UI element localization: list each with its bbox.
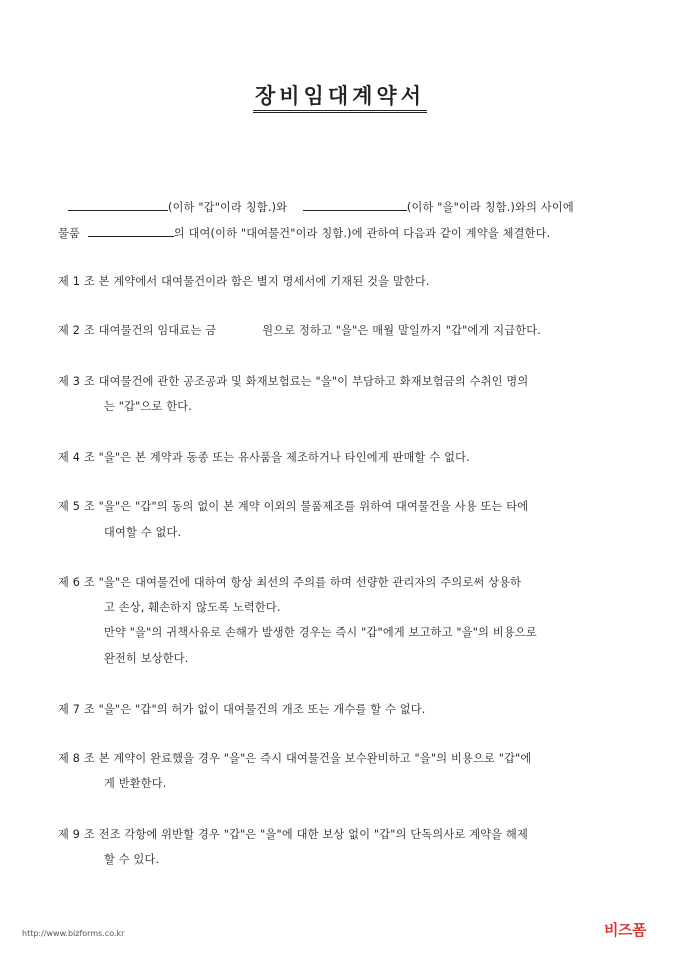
party-b-suffix: (이하 "을"이라 칭함.)와의 사이에 bbox=[406, 201, 574, 214]
article-text: "을"은 대여물건에 대하여 항상 최선의 주의를 하며 선량한 관리자의 주의로써 상용하 bbox=[98, 576, 522, 589]
intro-line-2 bbox=[58, 225, 550, 242]
bizforms-logo: 비즈폼 bbox=[604, 921, 646, 939]
article-text: "을"은 본 계약과 동종 또는 유사품을 제조하거나 타인에게 판매할 수 없다. bbox=[98, 451, 470, 464]
article-text: 할 수 있다. bbox=[104, 853, 160, 866]
document-title bbox=[0, 80, 680, 110]
article-label: 제 5 조 bbox=[58, 500, 95, 513]
article-7 bbox=[58, 702, 426, 718]
article-3 bbox=[58, 374, 528, 390]
party-a-blank[interactable] bbox=[68, 199, 168, 211]
article-9-cont bbox=[104, 852, 159, 868]
article-4 bbox=[58, 450, 470, 466]
article-text: 만약 "을"의 귀책사유로 손해가 발생한 경우는 즉시 "갑"에게 보고하고 "을"의 비용으로 bbox=[104, 626, 537, 639]
article-2 bbox=[58, 323, 541, 339]
article-label: 제 9 조 bbox=[58, 828, 95, 841]
article-label: 제 8 조 bbox=[58, 752, 95, 765]
footer-url[interactable]: http://www.bizforms.co.kr bbox=[22, 929, 125, 938]
article-label: 제 4 조 bbox=[58, 451, 95, 464]
article-text: 게 반환한다. bbox=[104, 777, 167, 790]
article-label: 제 1 조 bbox=[58, 275, 95, 288]
article-6-cont-3 bbox=[104, 651, 189, 667]
article-text: 대여물건의 임대료는 금 bbox=[98, 324, 217, 337]
article-8 bbox=[58, 751, 532, 767]
article-text: 본 계약이 완료했을 경우 "을"은 즉시 대여물건을 보수완비하고 "을"의 비용으로 "갑"에 bbox=[98, 752, 532, 765]
article-5-cont bbox=[104, 525, 181, 541]
article-1 bbox=[58, 274, 430, 290]
article-9 bbox=[58, 827, 528, 843]
party-b-blank[interactable] bbox=[303, 199, 407, 211]
article-text: 본 계약에서 대여물건이라 함은 별지 명세서에 기재된 것을 말한다. bbox=[98, 275, 430, 288]
article-text: 전조 각항에 위반할 경우 "갑"은 "을"에 대한 보상 없이 "갑"의 단독의사로 계약을 해제 bbox=[98, 828, 529, 841]
article-text: 원으로 정하고 "을"은 매월 말일까지 "갑"에게 지급한다. bbox=[262, 324, 542, 337]
article-6-cont-2 bbox=[104, 625, 537, 641]
goods-suffix: 의 대여(이하 "대여물건"이라 칭함.)에 관하여 다음과 같이 계약을 체결한다. bbox=[173, 227, 551, 240]
article-text: 대여물건에 관한 공조공과 및 화재보험료는 "을"이 부담하고 화재보험금의 수취인 명의 bbox=[98, 375, 529, 388]
article-text: "을"은 "갑"의 허가 없이 대여물건의 개조 또는 개수를 할 수 없다. bbox=[98, 703, 426, 716]
document-title-text: 장비임대계약서 bbox=[253, 83, 427, 113]
article-text: "을"은 "갑"의 동의 없이 본 계약 이외의 물품제조를 위하여 대여물건을 사용 또는 타에 bbox=[98, 500, 529, 513]
goods-blank[interactable] bbox=[88, 225, 174, 237]
intro-line-1 bbox=[68, 199, 574, 216]
article-text: 완전히 보상한다. bbox=[104, 652, 189, 665]
article-label: 제 3 조 bbox=[58, 375, 95, 388]
article-3-cont bbox=[104, 399, 192, 415]
article-8-cont bbox=[104, 776, 167, 792]
party-a-suffix: (이하 "갑"이라 칭함.)와 bbox=[168, 201, 288, 214]
article-5 bbox=[58, 499, 528, 515]
article-text: 는 "갑"으로 한다. bbox=[104, 400, 193, 413]
article-6-cont-1 bbox=[104, 600, 281, 616]
article-text: 대여할 수 없다. bbox=[104, 526, 182, 539]
article-label: 제 7 조 bbox=[58, 703, 95, 716]
goods-prefix: 물품 bbox=[58, 227, 81, 240]
article-label: 제 6 조 bbox=[58, 576, 95, 589]
article-text: 고 손상, 훼손하지 않도록 노력한다. bbox=[104, 601, 281, 614]
article-6 bbox=[58, 575, 521, 591]
article-label: 제 2 조 bbox=[58, 324, 95, 337]
